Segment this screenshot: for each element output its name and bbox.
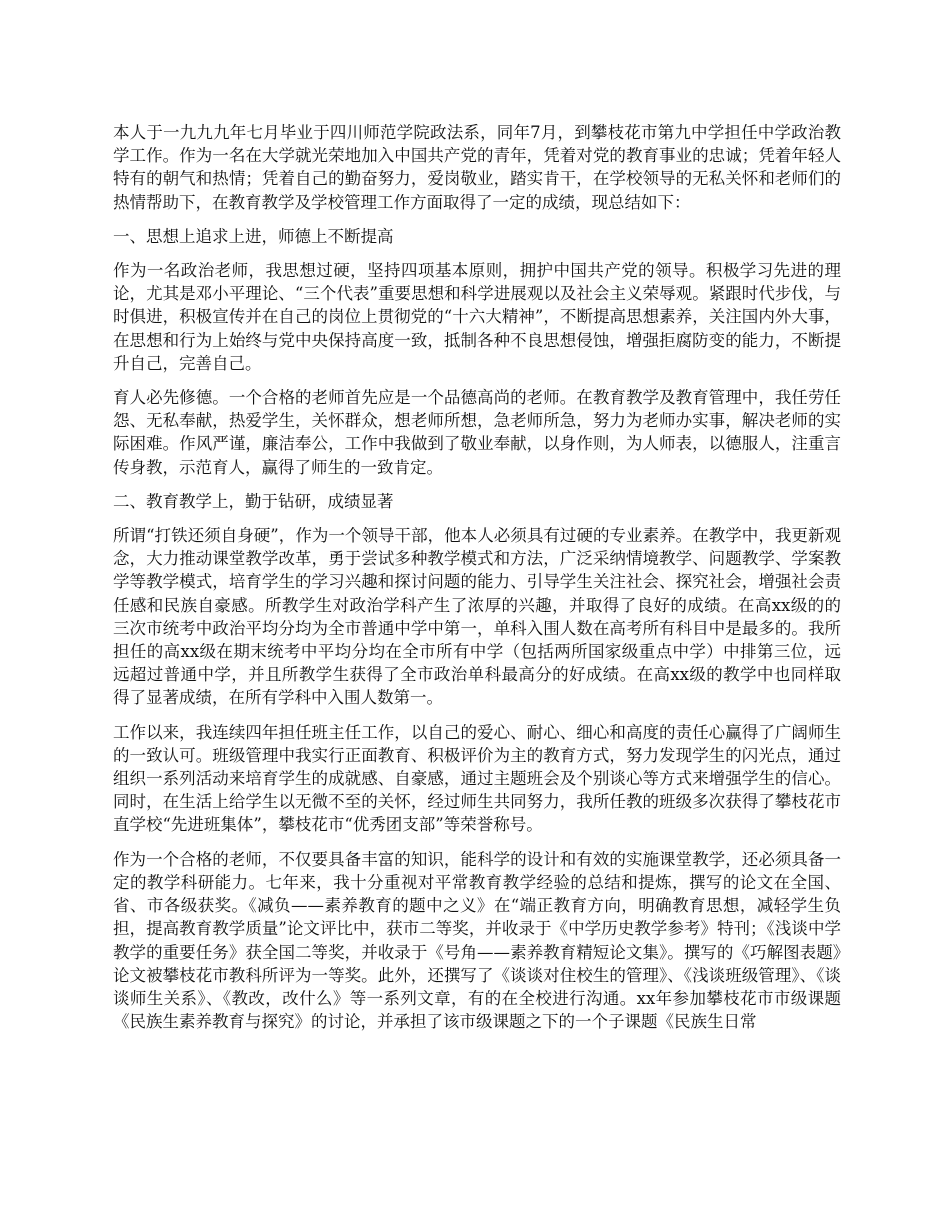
document-body [113,121,841,1044]
section-heading-1: 一、思想上追求上进，师德上不断提高 [113,226,394,246]
paragraph-teaching: 所谓“打铁还须自身硬”，作为一个领导干部，他本人必须具有过硬的专业素养。在教学中，我更新观念，大力推动课堂教学改革，勇于尝试多种教学模式和方法，广泛采纳情境教学、问题教学、学案教学等教学模式，培育学生的学习兴趣和探讨问题的能力、引导学生关注社会、探究社会，增强社会责任感和民族自豪感。所教学生对政治学科产生了浓厚的兴趣，并取得了良好的成绩。在高xx级的的三次市统考中政治平均分均为全市普通中学中第一，单科入围人数在高考所有科目中是最多的。我所担任的高xx级在期末统考中平均分均在全市所有中学（包括两所国家级重点中学）中排第三位，远远超过普通中学，并且所教学生获得了全市政治单科最高分的好成绩。在高xx级的教学中也同样取得了显著成绩，在所有学科中入围人数第一。 [113,526,841,708]
paragraph-intro: 本人于一九九九年七月毕业于四川师范学院政法系，同年7月，到攀枝花市第九中学担任中学政治教学工作。作为一名在大学就光荣地加入中国共产党的青年，凭着对党的教育事业的忠诚；凭着年轻人特有的朝气和热情；凭着自己的勤奋努力，爱岗敬业，踏实肯干，在学校领导的无私关怀和老师们的热情帮助下，在教育教学及学校管理工作方面取得了一定的成绩，现总结如下： [113,123,841,212]
paragraph-ideology: 作为一名政治老师，我思想过硬，坚持四项基本原则，拥护中国共产党的领导。积极学习先进的理论，尤其是邓小平理论、“三个代表”重要思想和科学进展观以及社会主义荣辱观。紧跟时代步伐，与时俱进，积极宣传并在自己的岗位上贯彻党的“十六大精神”，不断提高思想素养，关注国内外大事，在思想和行为上始终与党中央保持高度一致，抵制各种不良思想侵蚀，增强拒腐防变的能力，不断提升自己，完善自己。 [113,261,841,373]
paragraph-ethics: 育人必先修德。一个合格的老师首先应是一个品德高尚的老师。在教育教学及教育管理中，我任劳任怨、无私奉献，热爱学生，关怀群众，想老师所想，急老师所急，努力为老师办实事，解决老师的实际困难。作风严谨，廉洁奉公，工作中我做到了敬业奉献，以身作则，为人师表，以德服人，注重言传身教，示范育人，赢得了师生的一致肯定。 [113,388,841,477]
section-heading-2: 二、教育教学上，勤于钻研，成绩显著 [113,491,394,511]
paragraph-class-management: 工作以来，我连续四年担任班主任工作，以自己的爱心、耐心、细心和高度的责任心赢得了广阔师生的一致认可。班级管理中我实行正面教育、积极评价为主的教育方式，努力发现学生的闪光点，通过组织一系列活动来培育学生的成就感、自豪感，通过主题班会及个别谈心等方式来增强学生的信心。同时，在生活上给学生以无微不至的关怀，经过师生共同努力，我所任教的班级多次获得了攀枝花市直学校“先进班集体”，攀枝花市“优秀团支部”等荣誉称号。 [113,722,841,835]
paragraph-research: 作为一个合格的老师，不仅要具备丰富的知识，能科学的设计和有效的实施课堂教学，还必须具备一定的教学科研能力。七年来，我十分重视对平常教育教学经验的总结和提炼，撰写的论文在全国、省、市各级获奖。《减负——素养教育的题中之义》在“端正教育方向，明确教育思想，减轻学生负担，提高教育教学质量”论文评比中，获市二等奖，并收录于《中学历史教学参考》特刊；《浅谈中学教学的重要任务》获全国二等奖，并收录于《号角——素养教育精短论文集》。撰写的《巧解图表题》论文被攀枝花市教科所评为一等奖。此外，还撰写了《谈谈对住校生的管理》、《浅谈班级管理》、《谈谈师生关系》、《教改，改什么》等一系列文章，有的在全校进行沟通。xx年参加攀枝花市市级课题《民族生素养教育与探究》的讨论，并承担了该市级课题之下的一个子课题《民族生日常 [113,849,841,1032]
